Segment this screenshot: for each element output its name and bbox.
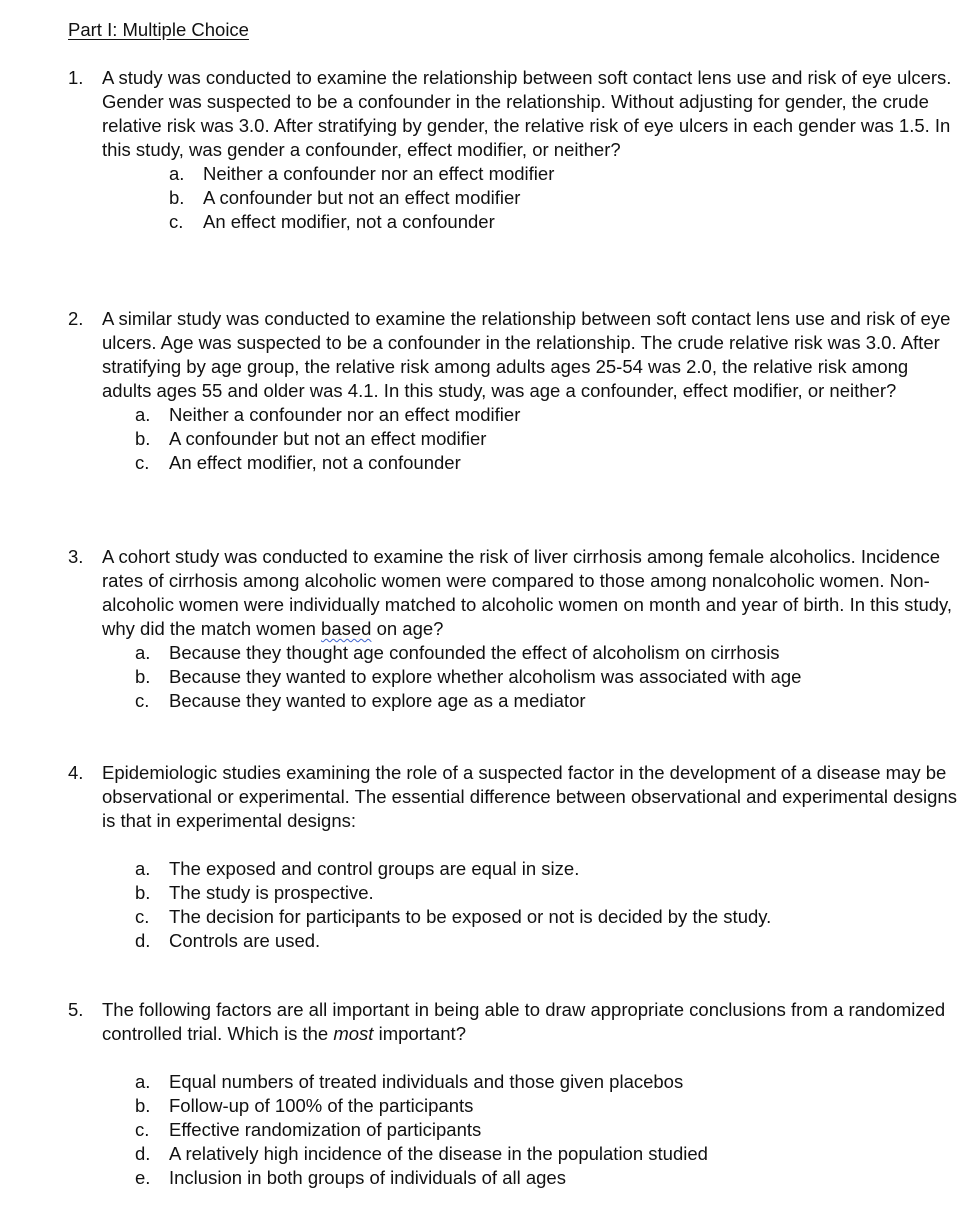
option-text: Equal numbers of treated individuals and those given placebos [169, 1071, 684, 1092]
question-number: 1. [68, 67, 84, 88]
question-text-start: A cohort study was conducted to examine the risk of liver cirrhosis among female alcoholics. Incidence rates of cirrhosis among alcoholic women were compared to those among nonalcoholic women. Non-alcoholic women were individually matched to alcoholic women on month and year of birth. In this study, why did the match women [102, 546, 953, 639]
question-number: 2. [68, 308, 84, 329]
option-text: The exposed and control groups are equal in size. [169, 858, 580, 879]
answer-options [135, 1070, 958, 1190]
question-4 [68, 761, 958, 953]
option-c [135, 689, 958, 713]
question-2 [68, 307, 958, 475]
option-c [169, 210, 958, 234]
option-text: Controls are used. [169, 930, 321, 951]
question-1 [68, 66, 958, 234]
spellcheck-flagged-word: based [321, 618, 372, 639]
option-c [135, 905, 958, 929]
question-text [102, 545, 958, 641]
option-letter: a. [135, 404, 151, 425]
question-text-start: The following factors are all important in being able to draw appropriate conclusions from a randomized controlled trial. Which is the [102, 999, 946, 1044]
option-text: Because they thought age confounded the effect of alcoholism on cirrhosis [169, 642, 780, 663]
answer-options [135, 403, 958, 475]
option-b [135, 427, 958, 451]
option-b [135, 665, 958, 689]
option-text: Inclusion in both groups of individuals of all ages [169, 1167, 566, 1188]
option-letter: b. [135, 882, 151, 903]
question-5 [68, 998, 958, 1190]
option-letter: d. [135, 930, 151, 951]
question-3 [68, 545, 958, 713]
option-c [135, 451, 958, 475]
option-text: An effect modifier, not a confounder [169, 452, 461, 473]
option-text: Effective randomization of participants [169, 1119, 482, 1140]
option-b [135, 881, 958, 905]
option-letter: d. [135, 1143, 151, 1164]
option-letter: c. [135, 906, 150, 927]
option-c [135, 1118, 958, 1142]
option-text: Because they wanted to explore age as a mediator [169, 690, 586, 711]
option-letter: b. [135, 666, 151, 687]
option-d [135, 1142, 958, 1166]
option-e [135, 1166, 958, 1190]
option-letter: a. [169, 163, 185, 184]
option-a [135, 641, 958, 665]
option-letter: a. [135, 642, 151, 663]
question-text-end: important? [373, 1023, 466, 1044]
option-letter: b. [135, 1095, 151, 1116]
section-heading: Part I: Multiple Choice [68, 19, 249, 40]
question-text: Epidemiologic studies examining the role of a suspected factor in the development of a disease may be observational or experimental. The essential difference between observational and experimental designs is that in experimental designs: [102, 762, 957, 831]
option-letter: c. [135, 690, 150, 711]
emphasized-word: most [333, 1023, 374, 1044]
option-a [135, 1070, 958, 1094]
question-number: 4. [68, 762, 84, 783]
option-letter: c. [135, 1119, 150, 1140]
option-b [169, 186, 958, 210]
option-letter: c. [135, 452, 150, 473]
option-letter: c. [169, 211, 184, 232]
option-letter: a. [135, 858, 151, 879]
question-text: A study was conducted to examine the relationship between soft contact lens use and risk of eye ulcers. Gender was suspected to be a confounder in the relationship. Without adjusting for gender, the crude relative risk was 3.0. After stratifying by gender, the relative risk of eye ulcers in each gender was 1.5. In this study, was gender a confounder, effect modifier, or neither? [102, 67, 952, 160]
answer-options [135, 857, 958, 953]
option-text: Neither a confounder nor an effect modifier [203, 163, 555, 184]
option-text: A confounder but not an effect modifier [203, 187, 521, 208]
option-text: Follow-up of 100% of the participants [169, 1095, 474, 1116]
option-a [135, 403, 958, 427]
option-text: Neither a confounder nor an effect modifier [169, 404, 521, 425]
option-text: The decision for participants to be exposed or not is decided by the study. [169, 906, 772, 927]
option-a [135, 857, 958, 881]
option-b [135, 1094, 958, 1118]
question-text [102, 998, 958, 1046]
option-text: A relatively high incidence of the disease in the population studied [169, 1143, 708, 1164]
option-letter: b. [169, 187, 185, 208]
option-letter: b. [135, 428, 151, 449]
option-text: The study is prospective. [169, 882, 374, 903]
option-text: A confounder but not an effect modifier [169, 428, 487, 449]
option-letter: e. [135, 1167, 151, 1188]
question-number: 3. [68, 546, 84, 567]
option-d [135, 929, 958, 953]
answer-options [169, 162, 958, 234]
question-number: 5. [68, 999, 84, 1020]
option-a [169, 162, 958, 186]
option-text: An effect modifier, not a confounder [203, 211, 495, 232]
option-text: Because they wanted to explore whether alcoholism was associated with age [169, 666, 802, 687]
question-text-end: on age? [371, 618, 444, 639]
question-text: A similar study was conducted to examine the relationship between soft contact lens use and risk of eye ulcers. Age was suspected to be a confounder in the relationship. The crude relative risk was 3.0. After stratifying by age group, the relative risk among adults ages 25-54 was 2.0, the relative risk among adults ages 55 and older was 4.1. In this study, was age a confounder, effect modifier, or neither? [102, 308, 951, 401]
option-letter: a. [135, 1071, 151, 1092]
answer-options [135, 641, 958, 713]
